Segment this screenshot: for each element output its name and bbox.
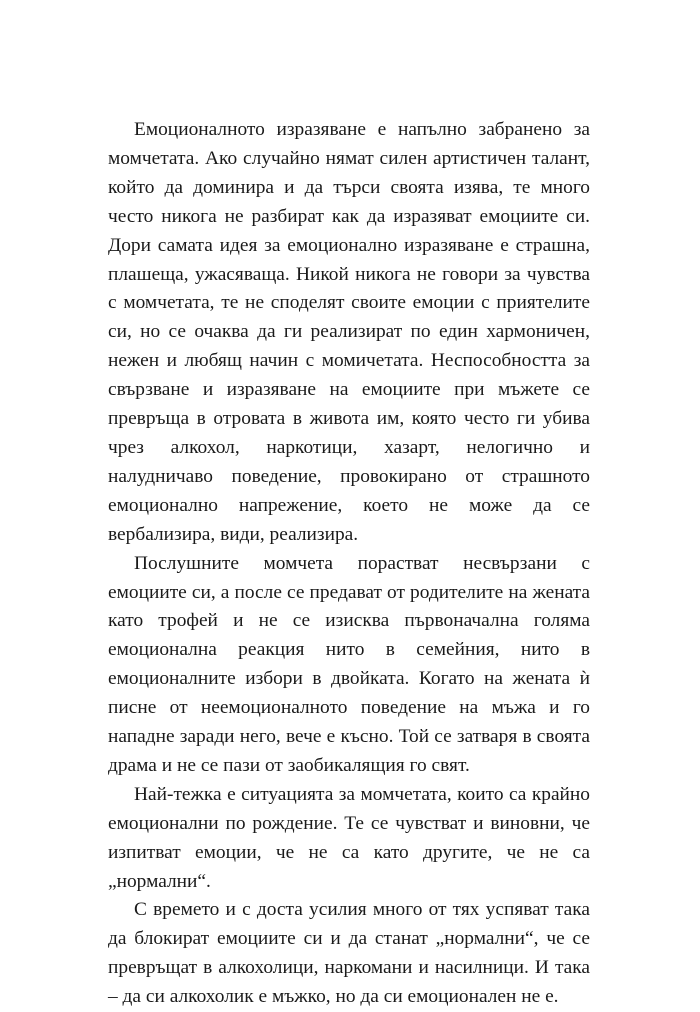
paragraph-1: Емоционалното изразяване е напълно забранено за момчетата. Ако случайно нямат силен артистичен талант, който да доминира и да търси своята изява, те много често никога не разбират как да изразяват емоциите си. Дори самата идея за емоционално изразяване е страшна, плашеща, ужасяваща. Никой никога не говори за чувства с момчетата, те не споделят своите емоции с приятелите си, но се очаква да ги реализират по един хармоничен, нежен и любящ начин с момичетата. Неспособността за свързване и изразяване на емоциите при мъжете се превръща в отровата в живота им, която често ги убива чрез алкохол, наркотици, хазарт, нелогично и налудничаво поведение, провокирано от страшното емоционално напрежение, което не може да се вербализира, види, реализира.	[108, 119, 590, 545]
body-text	[108, 116, 590, 1012]
paragraph-3: Най-тежка е ситуацията за момчетата, които са крайно емоционални по рождение. Те се чувстват и виновни, че изпитват емоции, че не са като другите, че не са „нормални“.	[108, 783, 590, 892]
paragraph-4: С времето и с доста усилия много от тях успяват така да блокират емоциите си и да станат „нормални“, че се превръщат в алкохолици, наркомани и насилници. И така – да си алкохолик е мъжко, но да си емоционален не е.	[108, 899, 590, 1008]
paragraph-2: Послушните момчета порастват несвързани с емоциите си, а после се предават от родителите на жената като трофей и не се изисква първоначална голяма емоционална реакция нито в семейния, нито в емоционалните избори в двойката. Когато на жената ѝ писне от неемоционалното поведение на мъжа и го нападне заради него, вече е късно. Той се затваря в своята драма и не се пази от заобикалящия го свят.	[108, 552, 590, 776]
